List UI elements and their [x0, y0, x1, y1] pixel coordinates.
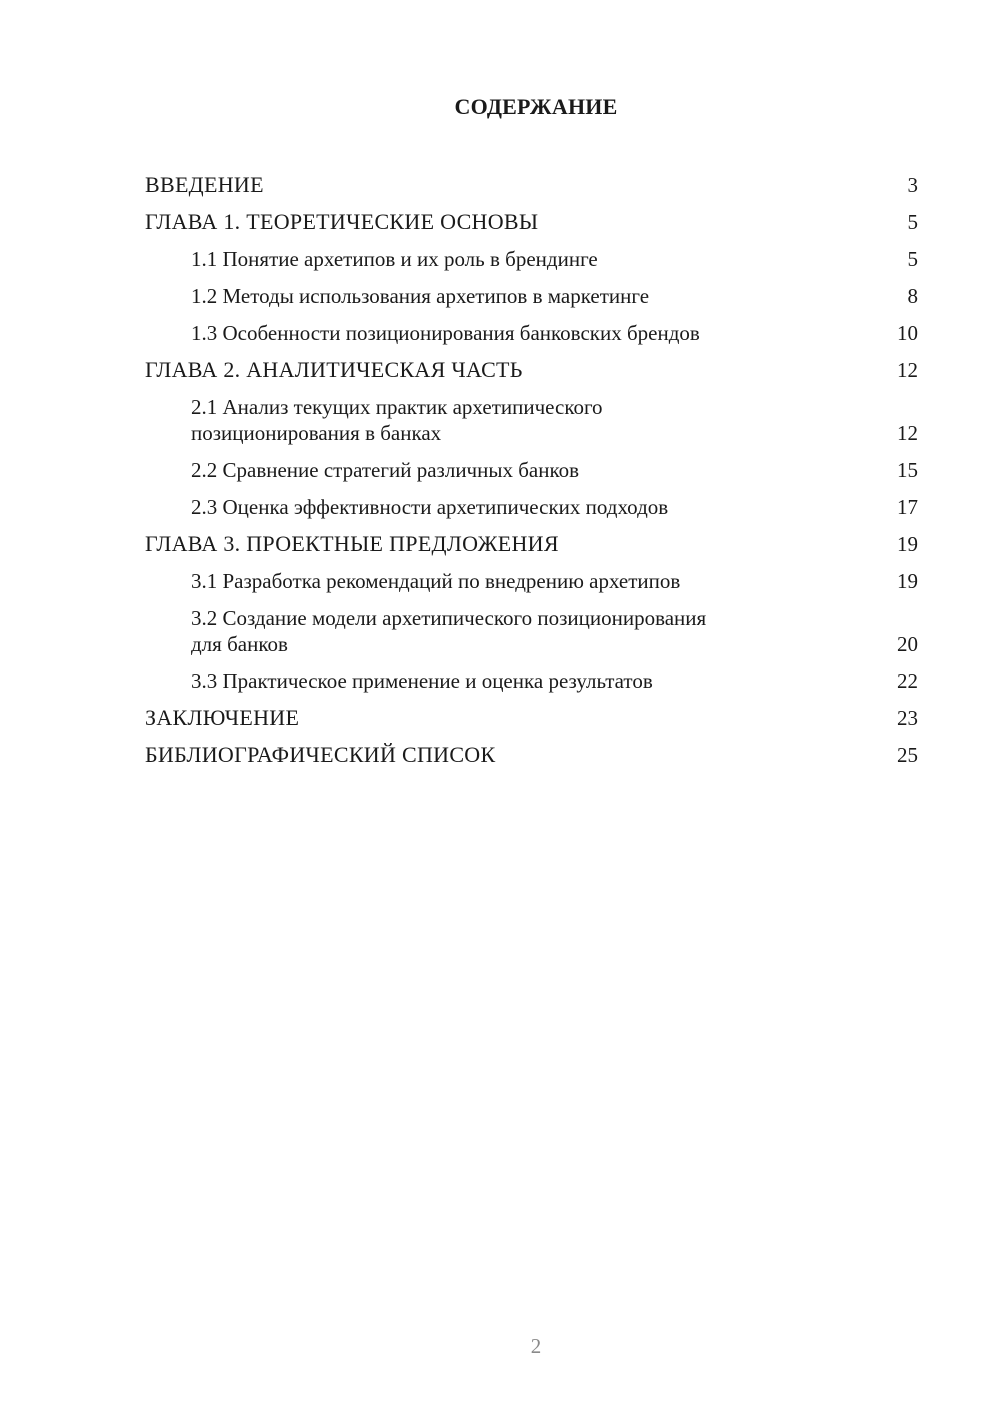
page-title: СОДЕРЖАНИЕ — [454, 94, 618, 119]
toc-entry — [145, 700, 918, 737]
toc-entry-page: 12 — [897, 358, 918, 382]
toc-entry-page: 22 — [897, 669, 918, 693]
toc-entry-label: БИБЛИОГРАФИЧЕСКИЙ СПИСОК — [145, 742, 496, 767]
toc-entry-label: 2.2 Сравнение стратегий различных банков — [191, 458, 580, 482]
toc-entry-page: 20 — [897, 632, 918, 656]
toc-entry-label: ВВЕДЕНИЕ — [145, 172, 264, 197]
toc-entry — [145, 663, 918, 700]
page-number: 2 — [530, 1334, 542, 1358]
toc-entry — [145, 167, 918, 204]
toc-entry — [145, 526, 918, 563]
toc-entry-label: 1.2 Методы использования архетипов в маркетинге — [191, 284, 650, 308]
toc-entry-page: 8 — [907, 284, 918, 308]
toc-entry-page: 23 — [897, 706, 918, 730]
toc-entry-label: 1.1 Понятие архетипов и их роль в брендинге — [191, 247, 598, 271]
toc-entry — [145, 204, 918, 241]
toc-entry — [145, 563, 918, 600]
toc-entry — [145, 389, 918, 452]
toc-entry — [145, 452, 918, 489]
toc-entry-page: 19 — [897, 532, 918, 556]
table-of-contents — [145, 167, 918, 774]
toc-entry-label: 3.1 Разработка рекомендаций по внедрению архетипов — [191, 569, 681, 593]
toc-entry-label: 1.3 Особенности позиционирования банковских брендов — [191, 321, 700, 345]
toc-entry-label: 2.3 Оценка эффективности архетипических подходов — [191, 495, 669, 519]
toc-entry-page: 17 — [897, 495, 918, 519]
toc-entry-label: ГЛАВА 3. ПРОЕКТНЫЕ ПРЕДЛОЖЕНИЯ — [145, 531, 559, 556]
toc-entry-page: 15 — [897, 458, 918, 482]
toc-entry-page: 19 — [897, 569, 918, 593]
toc-entry — [145, 241, 918, 278]
toc-entry — [145, 489, 918, 526]
toc-entry-label: 3.3 Практическое применение и оценка результатов — [191, 669, 653, 693]
toc-entry-page: 25 — [897, 743, 918, 767]
toc-entry-label: 2.1 Анализ текущих практик архетипического позиционирования в банках — [191, 395, 603, 445]
toc-entry — [145, 352, 918, 389]
toc-entry-label: ГЛАВА 2. АНАЛИТИЧЕСКАЯ ЧАСТЬ — [145, 357, 523, 382]
toc-entry-label: ГЛАВА 1. ТЕОРЕТИЧЕСКИЕ ОСНОВЫ — [145, 209, 539, 234]
toc-entry — [145, 737, 918, 774]
toc-entry — [145, 278, 918, 315]
toc-entry-page: 5 — [907, 247, 918, 271]
toc-entry-page: 10 — [897, 321, 918, 345]
toc-entry-page: 12 — [897, 421, 918, 445]
toc-entry-page: 5 — [907, 210, 918, 234]
toc-entry — [145, 600, 918, 663]
toc-entry-label: ЗАКЛЮЧЕНИЕ — [145, 705, 300, 730]
toc-entry — [145, 315, 918, 352]
toc-entry-page: 3 — [907, 173, 918, 197]
toc-entry-label: 3.2 Создание модели архетипического позиционирования для банков — [191, 606, 707, 656]
